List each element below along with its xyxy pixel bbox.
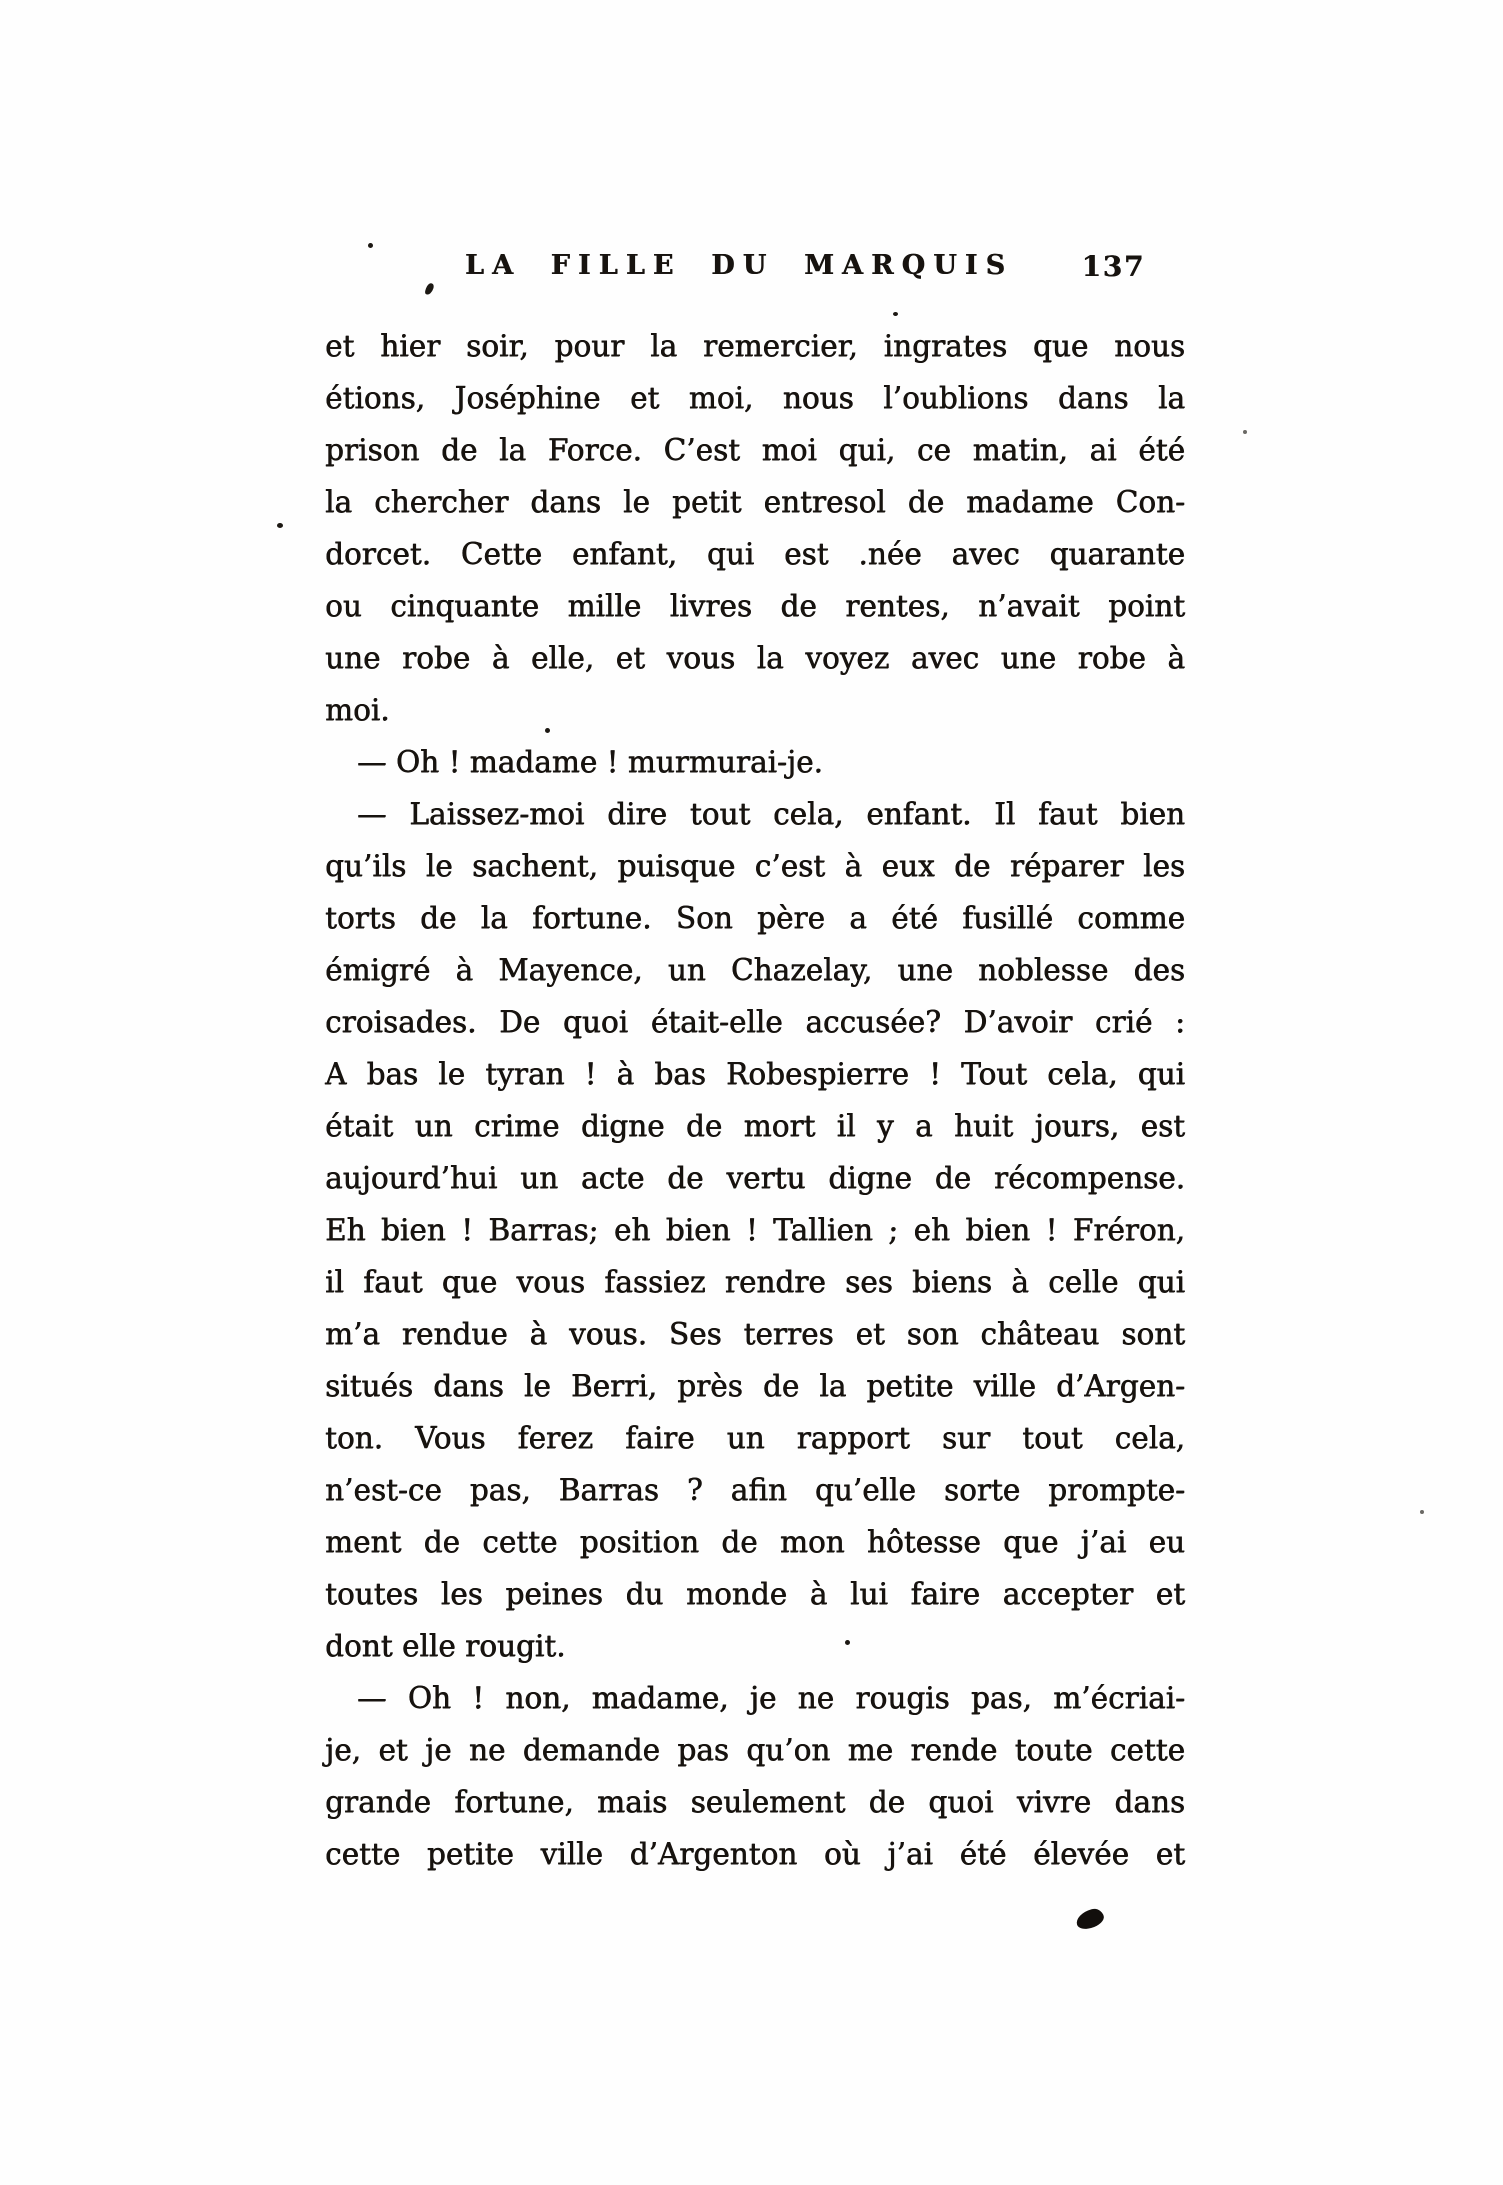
scan-speck xyxy=(1243,430,1247,434)
text-line: — Oh ! madame ! murmurai-je. xyxy=(357,745,823,779)
text-line: moi. xyxy=(325,693,390,727)
text-line: toutes les peines du monde à lui faire accepter et xyxy=(325,1577,1185,1611)
text-line: croisades. De quoi était-elle accusée? D’avoir crié : xyxy=(325,1005,1185,1039)
text-line: émigré à Mayence, un Chazelay, une noblesse des xyxy=(325,953,1185,987)
ink-blot xyxy=(1074,1906,1106,1931)
text-line: torts de la fortune. Son père a été fusillé comme xyxy=(325,901,1185,935)
text-line: situés dans le Berri, près de la petite ville d’Argen- xyxy=(325,1369,1185,1403)
text-line: cette petite ville d’Argenton où j’ai été élevée et xyxy=(325,1837,1185,1871)
text-line: prison de la Force. C’est moi qui, ce matin, ai été xyxy=(325,433,1185,467)
text-line: ton. Vous ferez faire un rapport sur tout cela, xyxy=(325,1421,1185,1455)
text-line: il faut que vous fassiez rendre ses biens à celle qui xyxy=(325,1265,1185,1299)
scan-speck xyxy=(545,728,550,733)
page-text xyxy=(325,320,1185,1880)
text-line: dorcet. Cette enfant, qui est .née avec quarante xyxy=(325,537,1185,571)
page-header xyxy=(325,250,1185,294)
text-line: étions, Joséphine et moi, nous l’oublions dans la xyxy=(325,381,1185,415)
text-line: — Oh ! non, madame, je ne rougis pas, m’écriai- xyxy=(357,1681,1185,1715)
scan-speck xyxy=(845,1640,850,1645)
text-line: aujourd’hui un acte de vertu digne de récompense. xyxy=(325,1161,1185,1195)
text-line: grande fortune, mais seulement de quoi vivre dans xyxy=(325,1785,1185,1819)
text-line: et hier soir, pour la remercier, ingrates que nous xyxy=(325,329,1185,363)
page-number: 137 xyxy=(1081,250,1145,283)
scan-speck xyxy=(277,523,283,528)
text-line: m’a rendue à vous. Ses terres et son château sont xyxy=(325,1317,1185,1351)
text-line: qu’ils le sachent, puisque c’est à eux de réparer les xyxy=(325,849,1185,883)
text-line: ou cinquante mille livres de rentes, n’avait point xyxy=(325,589,1185,623)
text-line: je, et je ne demande pas qu’on me rende toute cette xyxy=(325,1733,1185,1767)
scan-speck xyxy=(893,312,898,316)
text-line: était un crime digne de mort il y a huit jours, est xyxy=(325,1109,1185,1143)
text-line: ment de cette position de mon hôtesse que j’ai eu xyxy=(325,1525,1185,1559)
text-line: dont elle rougit. xyxy=(325,1629,566,1663)
text-line: une robe à elle, et vous la voyez avec une robe à xyxy=(325,641,1185,675)
text-line: la chercher dans le petit entresol de madame Con- xyxy=(325,485,1185,519)
text-line: A bas le tyran ! à bas Robespierre ! Tout cela, qui xyxy=(325,1057,1185,1091)
text-line: Eh bien ! Barras; eh bien ! Tallien ; eh bien ! Fréron, xyxy=(325,1213,1185,1247)
text-line: — Laissez-moi dire tout cela, enfant. Il faut bien xyxy=(357,797,1185,831)
running-title: LA FILLE DU MARQUIS xyxy=(464,250,1014,281)
text-line: n’est-ce pas, Barras ? afin qu’elle sorte prompte- xyxy=(325,1473,1185,1507)
scan-speck xyxy=(368,243,373,248)
scan-speck xyxy=(1420,1510,1424,1514)
